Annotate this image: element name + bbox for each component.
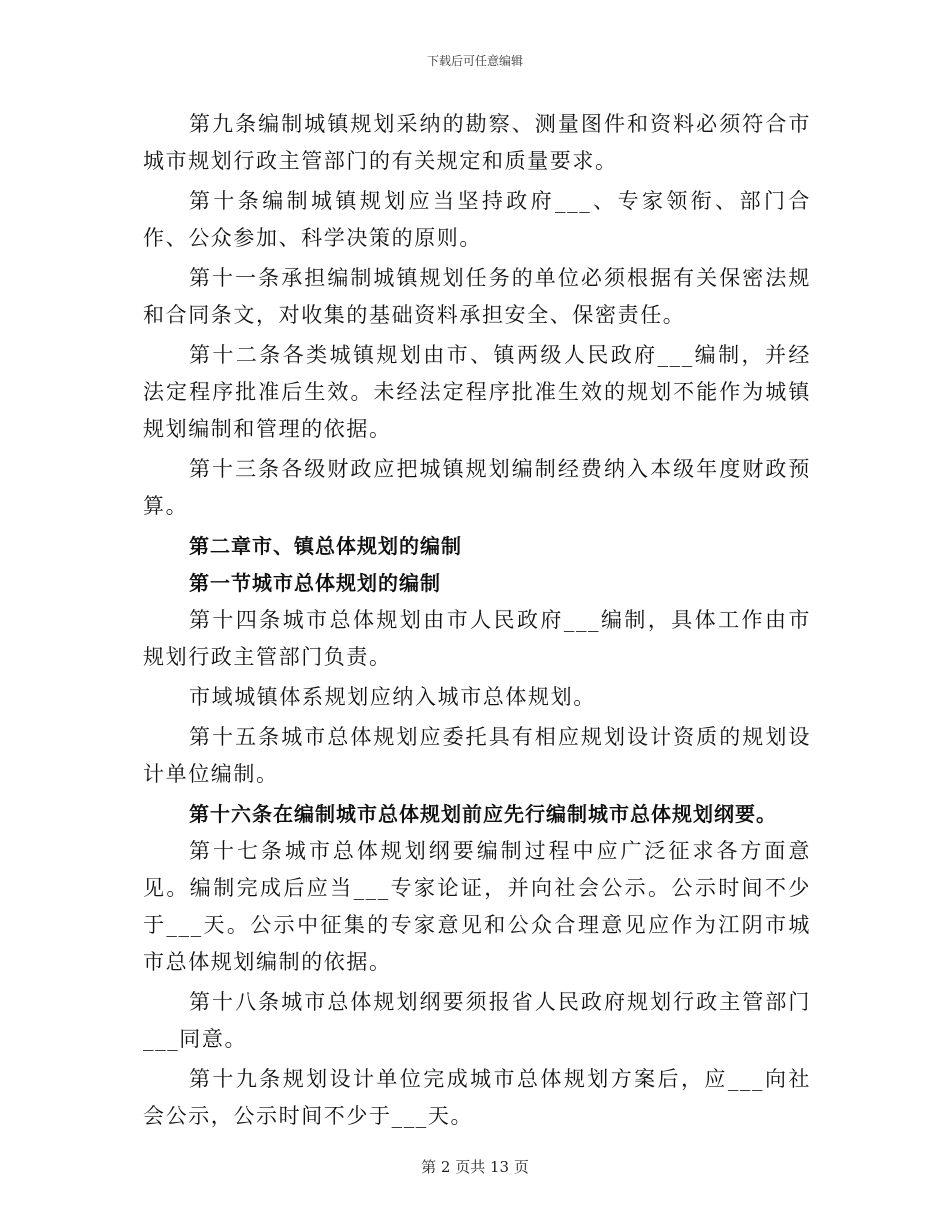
chapter-2-heading: 第二章市、镇总体规划的编制 <box>189 534 462 558</box>
page-header: 下载后可任意编辑 <box>426 54 523 68</box>
article-15: 第十五条城市总体规划应委托具有相应规划设计资质的规划设计单位编制。 <box>143 725 811 786</box>
article-19: 第十九条规划设计单位完成城市总体规划方案后，应___向社会公示，公示时间不少于___天。 <box>143 1067 811 1128</box>
article-16: 第十六条在编制城市总体规划前应先行编制城市总体规划纲要。 <box>189 802 777 826</box>
article-17: 第十七条城市总体规划纲要编制过程中应广泛征求各方面意见。编制完成后应当___专家论证，并向社会公示。公示时间不少于___天。公示中征集的专家意见和公众合理意见应作为江阴市城市总体规划编制的依据。 <box>143 839 811 974</box>
article-18: 第十八条城市总体规划纲要须报省人民政府规划行政主管部门___同意。 <box>143 990 811 1051</box>
section-1-heading: 第一节城市总体规划的编制 <box>189 571 441 595</box>
article-9: 第九条编制城镇规划采纳的勘察、测量图件和资料必须符合市城市规划行政主管部门的有关规定和质量要求。 <box>143 112 811 173</box>
article-14-note: 市域城镇体系规划应纳入城市总体规划。 <box>189 685 596 709</box>
article-11: 第十一条承担编制城镇规划任务的单位必须根据有关保密法规和合同条文，对收集的基础资料承担安全、保密责任。 <box>143 266 811 327</box>
article-12: 第十二条各类城镇规划由市、镇两级人民政府___编制，并经法定程序批准后生效。未经法定程序批准生效的规划不能作为城镇规划编制和管理的依据。 <box>143 343 811 441</box>
page-footer: 第 2 页共 13 页 <box>421 1158 529 1176</box>
article-14: 第十四条城市总体规划由市人民政府___编制，具体工作由市规划行政主管部门负责。 <box>143 608 811 669</box>
document-body <box>143 106 811 1135</box>
article-13: 第十三条各级财政应把城镇规划编制经费纳入本级年度财政预算。 <box>143 457 811 518</box>
article-10: 第十条编制城镇规划应当坚持政府___、专家领衔、部门合作、公众参加、科学决策的原则。 <box>143 189 811 250</box>
